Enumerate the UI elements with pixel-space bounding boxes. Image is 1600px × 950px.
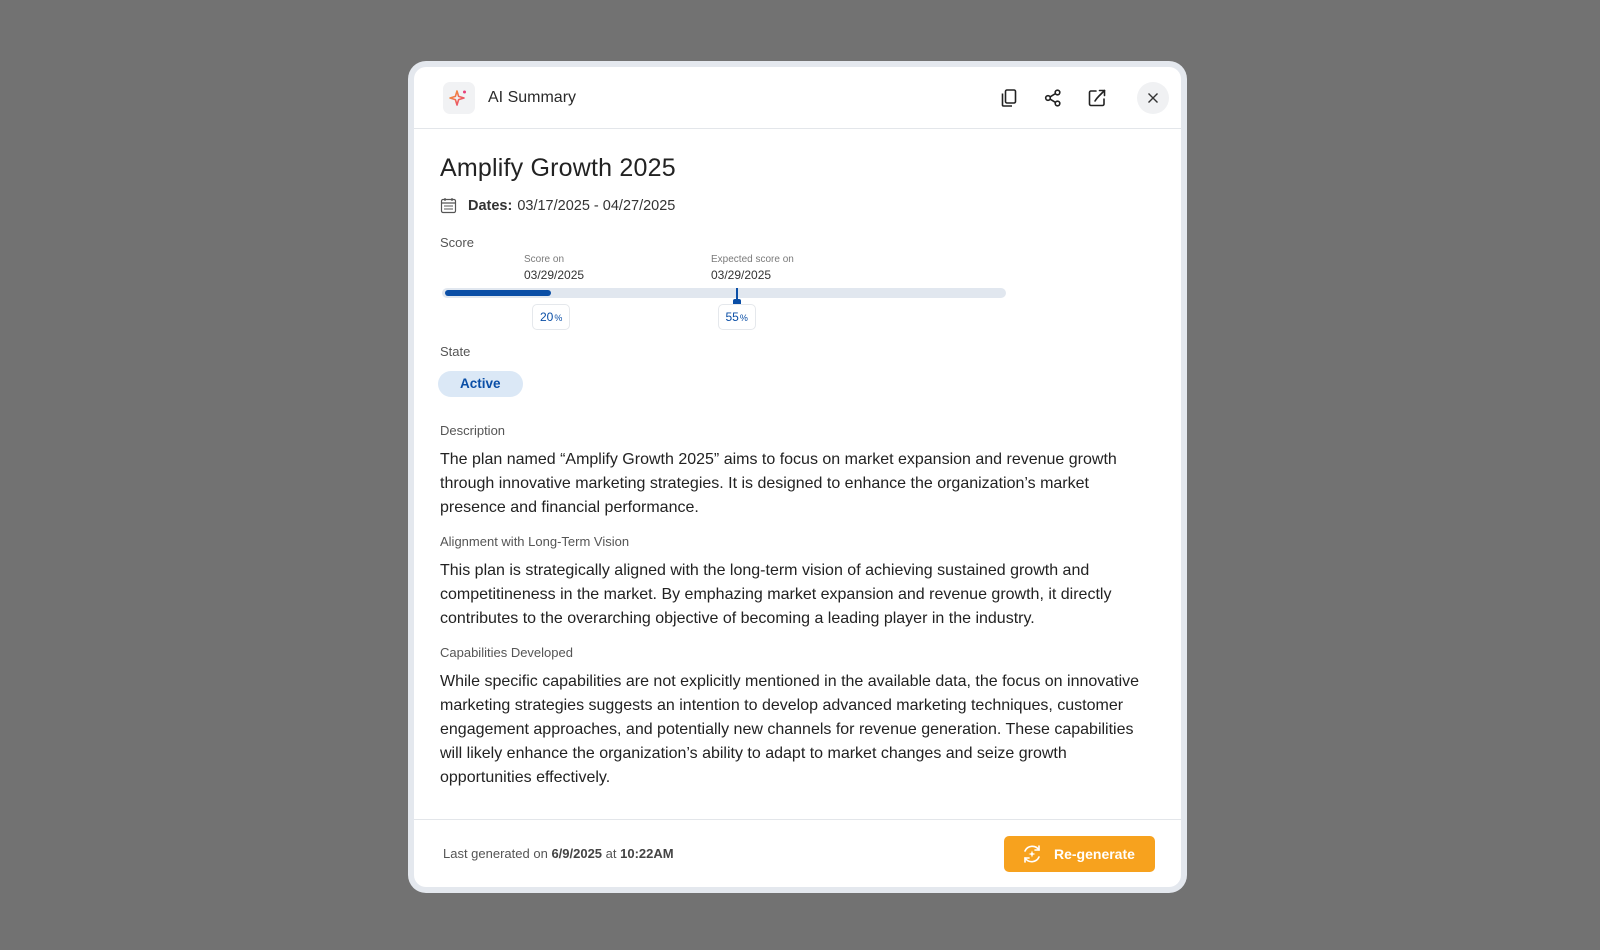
percent-sign: % xyxy=(739,313,748,323)
capabilities-label: Capabilities Developed xyxy=(440,645,573,660)
score-label: Score xyxy=(440,235,474,250)
share-icon xyxy=(1043,88,1063,108)
alignment-label: Alignment with Long-Term Vision xyxy=(440,534,630,549)
copy-icon xyxy=(999,88,1019,108)
close-button[interactable] xyxy=(1137,82,1169,114)
score-track xyxy=(442,288,1006,298)
copy-button[interactable] xyxy=(993,82,1025,114)
last-generated-prefix: Last generated on xyxy=(443,846,548,861)
modal-body xyxy=(414,129,1181,790)
state-badge: Active xyxy=(438,371,523,397)
score-fill xyxy=(445,290,551,296)
plan-title: Amplify Growth 2025 xyxy=(440,154,676,182)
header-actions xyxy=(981,82,1169,114)
capabilities-text: While specific capabilities are not explicitly mentioned in the available data, the focus on innovative marketing strategies suggests an intention to develop advanced marketing techniques, customer engagement approaches, and potentially new channels for revenue generation. These capabilities will likely enhance the organization’s ability to adapt to market changes and seize growth opportunities effectively. xyxy=(440,673,1140,786)
modal-header xyxy=(414,67,1181,129)
expected-score-caption: Expected score on xyxy=(711,254,794,265)
description-text: The plan named “Amplify Growth 2025” aims to focus on market expansion and revenue growth through innovative marketing strategies. It is designed to enhance the organization’s market presence and financial performance. xyxy=(440,451,1117,516)
expected-score-date: 03/29/2025 xyxy=(711,268,772,282)
regenerate-button[interactable] xyxy=(1004,836,1155,872)
score-progress xyxy=(440,252,1010,332)
expected-score-badge xyxy=(718,304,756,330)
state-label: State xyxy=(440,344,471,359)
expected-score-value: 55 xyxy=(725,310,739,324)
regenerate-icon xyxy=(1021,843,1043,865)
description-label: Description xyxy=(440,423,506,438)
export-button[interactable] xyxy=(1081,82,1113,114)
last-generated-date: 6/9/2025 xyxy=(551,846,603,861)
modal-title: AI Summary xyxy=(488,88,577,106)
score-caption: Score on xyxy=(524,254,565,265)
sparkle-icon xyxy=(443,82,475,114)
score-value: 20 xyxy=(540,310,554,324)
score-value-badge xyxy=(532,304,570,330)
calendar-icon xyxy=(440,197,457,214)
last-generated-at: at xyxy=(605,846,617,861)
modal-frame xyxy=(408,61,1187,893)
last-generated-text xyxy=(443,846,674,861)
alignment-text: This plan is strategically aligned with the long-term vision of achieving sustained growth and competitineness in the market. By emphazing market expansion and revenue growth, it directly contributes to the overarching objective of becoming a leading player in the industry. xyxy=(440,562,1112,627)
dates-value: 03/17/2025 - 04/27/2025 xyxy=(517,197,676,214)
share-button[interactable] xyxy=(1037,82,1069,114)
dates-label: Dates: xyxy=(468,197,513,214)
regenerate-label: Re-generate xyxy=(1054,845,1135,862)
last-generated-time: 10:22AM xyxy=(620,846,674,861)
export-icon xyxy=(1087,88,1107,108)
modal-footer xyxy=(414,819,1181,887)
ai-summary-modal xyxy=(414,67,1181,887)
close-icon xyxy=(1147,92,1159,104)
dates-row xyxy=(440,197,1155,214)
percent-sign: % xyxy=(554,313,563,323)
score-date: 03/29/2025 xyxy=(524,268,585,282)
